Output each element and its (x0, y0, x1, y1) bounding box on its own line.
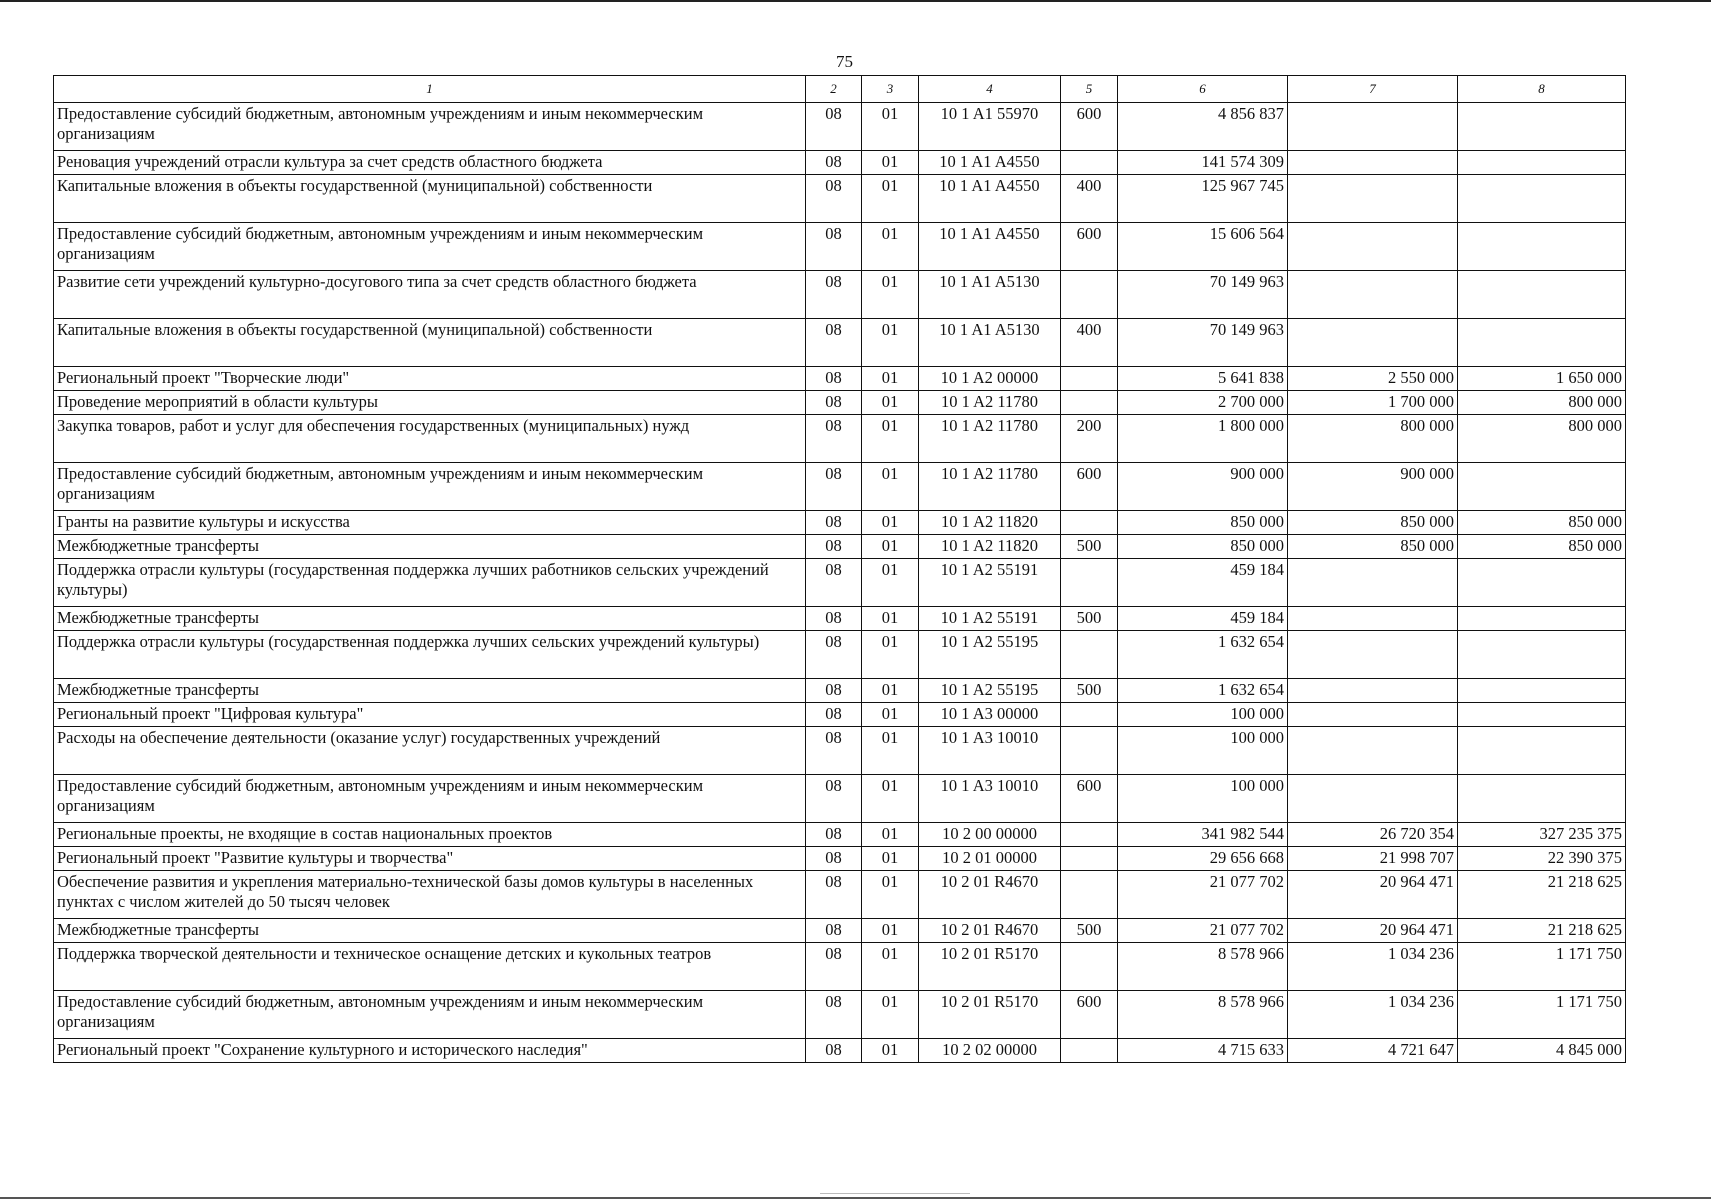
target-article-cell: 10 1 A1 A4550 (919, 175, 1061, 223)
table-row (54, 319, 1626, 367)
section-code-cell: 08 (806, 223, 862, 271)
expense-type-cell (1061, 943, 1118, 991)
amount-col7-cell: 850 000 (1288, 511, 1458, 535)
amount-col8-cell: 800 000 (1458, 415, 1626, 463)
expense-type-cell (1061, 871, 1118, 919)
amount-col7-cell (1288, 559, 1458, 607)
amount-col7-cell (1288, 607, 1458, 631)
subsection-code-cell: 01 (862, 727, 919, 775)
amount-col7-cell: 26 720 354 (1288, 823, 1458, 847)
section-code-cell: 08 (806, 559, 862, 607)
amount-col6-cell: 1 632 654 (1118, 679, 1288, 703)
target-article-cell: 10 1 A2 11780 (919, 463, 1061, 511)
target-article-cell: 10 1 A2 55195 (919, 679, 1061, 703)
page-number: 75 (836, 52, 853, 71)
scan-artifact (820, 1193, 970, 1194)
table-row (54, 871, 1626, 919)
subsection-code-cell: 01 (862, 919, 919, 943)
section-code-cell: 08 (806, 535, 862, 559)
amount-col6-cell: 15 606 564 (1118, 223, 1288, 271)
amount-col6-cell: 141 574 309 (1118, 151, 1288, 175)
row-name-cell: Закупка товаров, работ и услуг для обеспечения государственных (муниципальных) нужд (54, 415, 806, 463)
expense-type-cell (1061, 727, 1118, 775)
subsection-code-cell: 01 (862, 991, 919, 1039)
amount-col7-cell: 21 998 707 (1288, 847, 1458, 871)
amount-col6-cell: 900 000 (1118, 463, 1288, 511)
expense-type-cell: 600 (1061, 775, 1118, 823)
expense-type-cell: 500 (1061, 679, 1118, 703)
section-code-cell: 08 (806, 175, 862, 223)
amount-col8-cell (1458, 631, 1626, 679)
section-code-cell: 08 (806, 775, 862, 823)
subsection-code-cell: 01 (862, 559, 919, 607)
table-header-row (54, 76, 1626, 103)
amount-col7-cell (1288, 319, 1458, 367)
table-row (54, 391, 1626, 415)
row-name-cell: Поддержка отрасли культуры (государственная поддержка лучших работников сельских учреждений культуры) (54, 559, 806, 607)
subsection-code-cell: 01 (862, 1039, 919, 1063)
row-name-cell: Региональные проекты, не входящие в состав национальных проектов (54, 823, 806, 847)
target-article-cell: 10 1 A1 55970 (919, 103, 1061, 151)
section-code-cell: 08 (806, 319, 862, 367)
amount-col6-cell: 29 656 668 (1118, 847, 1288, 871)
amount-col6-cell: 100 000 (1118, 775, 1288, 823)
target-article-cell: 10 2 01 R4670 (919, 871, 1061, 919)
amount-col7-cell: 1 700 000 (1288, 391, 1458, 415)
target-article-cell: 10 1 A2 11780 (919, 391, 1061, 415)
amount-col8-cell: 800 000 (1458, 391, 1626, 415)
subsection-code-cell: 01 (862, 703, 919, 727)
amount-col6-cell: 70 149 963 (1118, 319, 1288, 367)
expense-type-cell (1061, 631, 1118, 679)
target-article-cell: 10 1 A3 00000 (919, 703, 1061, 727)
target-article-cell: 10 2 01 00000 (919, 847, 1061, 871)
table-row (54, 991, 1626, 1039)
subsection-code-cell: 01 (862, 607, 919, 631)
amount-col8-cell (1458, 223, 1626, 271)
amount-col8-cell (1458, 151, 1626, 175)
amount-col6-cell: 125 967 745 (1118, 175, 1288, 223)
amount-col6-cell: 341 982 544 (1118, 823, 1288, 847)
row-name-cell: Межбюджетные трансферты (54, 607, 806, 631)
amount-col8-cell (1458, 103, 1626, 151)
table-row (54, 367, 1626, 391)
amount-col7-cell (1288, 775, 1458, 823)
target-article-cell: 10 2 01 R4670 (919, 919, 1061, 943)
target-article-cell: 10 1 A1 A4550 (919, 223, 1061, 271)
target-article-cell: 10 1 A1 A4550 (919, 151, 1061, 175)
amount-col7-cell (1288, 271, 1458, 319)
amount-col8-cell: 21 218 625 (1458, 871, 1626, 919)
row-name-cell: Обеспечение развития и укрепления материально-технической базы домов культуры в населенных пунктах с числом жителей до 50 тысяч человек (54, 871, 806, 919)
amount-col7-cell (1288, 631, 1458, 679)
amount-col8-cell (1458, 175, 1626, 223)
row-name-cell: Поддержка творческой деятельности и техническое оснащение детских и кукольных театров (54, 943, 806, 991)
expense-type-cell: 600 (1061, 103, 1118, 151)
scan-bottom-edge (0, 1197, 1711, 1199)
section-code-cell: 08 (806, 103, 862, 151)
amount-col6-cell: 1 800 000 (1118, 415, 1288, 463)
table-row (54, 823, 1626, 847)
subsection-code-cell: 01 (862, 511, 919, 535)
table-row (54, 631, 1626, 679)
subsection-code-cell: 01 (862, 367, 919, 391)
section-code-cell: 08 (806, 415, 862, 463)
amount-col7-cell (1288, 151, 1458, 175)
row-name-cell: Предоставление субсидий бюджетным, автономным учреждениям и иным некоммерческим организациям (54, 463, 806, 511)
target-article-cell: 10 1 A2 11820 (919, 535, 1061, 559)
column-header: 8 (1458, 76, 1626, 103)
expense-type-cell: 400 (1061, 175, 1118, 223)
section-code-cell: 08 (806, 871, 862, 919)
section-code-cell: 08 (806, 463, 862, 511)
scan-top-edge (0, 0, 1711, 2)
table-row (54, 151, 1626, 175)
table-row (54, 559, 1626, 607)
amount-col6-cell: 70 149 963 (1118, 271, 1288, 319)
column-header: 6 (1118, 76, 1288, 103)
subsection-code-cell: 01 (862, 151, 919, 175)
section-code-cell: 08 (806, 391, 862, 415)
expense-type-cell: 500 (1061, 607, 1118, 631)
target-article-cell: 10 1 A3 10010 (919, 727, 1061, 775)
subsection-code-cell: 01 (862, 679, 919, 703)
section-code-cell: 08 (806, 1039, 862, 1063)
row-name-cell: Межбюджетные трансферты (54, 919, 806, 943)
target-article-cell: 10 1 A2 55191 (919, 607, 1061, 631)
amount-col8-cell: 22 390 375 (1458, 847, 1626, 871)
row-name-cell: Развитие сети учреждений культурно-досугового типа за счет средств областного бюджета (54, 271, 806, 319)
amount-col8-cell: 327 235 375 (1458, 823, 1626, 847)
row-name-cell: Межбюджетные трансферты (54, 535, 806, 559)
target-article-cell: 10 1 A1 A5130 (919, 271, 1061, 319)
expense-type-cell: 200 (1061, 415, 1118, 463)
expense-type-cell: 500 (1061, 535, 1118, 559)
target-article-cell: 10 1 A2 11820 (919, 511, 1061, 535)
amount-col7-cell: 1 034 236 (1288, 943, 1458, 991)
table-row (54, 943, 1626, 991)
section-code-cell: 08 (806, 271, 862, 319)
table-row (54, 847, 1626, 871)
target-article-cell: 10 2 01 R5170 (919, 943, 1061, 991)
amount-col6-cell: 459 184 (1118, 607, 1288, 631)
amount-col6-cell: 850 000 (1118, 535, 1288, 559)
table-row (54, 535, 1626, 559)
column-header: 7 (1288, 76, 1458, 103)
expense-type-cell (1061, 847, 1118, 871)
subsection-code-cell: 01 (862, 847, 919, 871)
expense-type-cell (1061, 823, 1118, 847)
amount-col8-cell: 850 000 (1458, 511, 1626, 535)
table-row (54, 415, 1626, 463)
expense-type-cell: 500 (1061, 919, 1118, 943)
section-code-cell: 08 (806, 679, 862, 703)
amount-col6-cell: 459 184 (1118, 559, 1288, 607)
amount-col8-cell: 21 218 625 (1458, 919, 1626, 943)
amount-col6-cell: 4 856 837 (1118, 103, 1288, 151)
column-header: 5 (1061, 76, 1118, 103)
amount-col6-cell: 8 578 966 (1118, 943, 1288, 991)
expense-type-cell: 600 (1061, 463, 1118, 511)
row-name-cell: Региональный проект "Цифровая культура" (54, 703, 806, 727)
expense-type-cell (1061, 151, 1118, 175)
expense-type-cell (1061, 511, 1118, 535)
row-name-cell: Региональный проект "Развитие культуры и творчества" (54, 847, 806, 871)
subsection-code-cell: 01 (862, 871, 919, 919)
amount-col8-cell (1458, 271, 1626, 319)
subsection-code-cell: 01 (862, 391, 919, 415)
amount-col8-cell (1458, 319, 1626, 367)
amount-col7-cell (1288, 223, 1458, 271)
expense-type-cell (1061, 367, 1118, 391)
amount-col7-cell: 4 721 647 (1288, 1039, 1458, 1063)
amount-col8-cell (1458, 775, 1626, 823)
expense-type-cell: 600 (1061, 991, 1118, 1039)
section-code-cell: 08 (806, 727, 862, 775)
expense-type-cell (1061, 559, 1118, 607)
table-row (54, 271, 1626, 319)
table-row (54, 607, 1626, 631)
row-name-cell: Поддержка отрасли культуры (государственная поддержка лучших сельских учреждений культуры) (54, 631, 806, 679)
section-code-cell: 08 (806, 367, 862, 391)
subsection-code-cell: 01 (862, 415, 919, 463)
expense-type-cell (1061, 391, 1118, 415)
expense-type-cell: 600 (1061, 223, 1118, 271)
amount-col6-cell: 4 715 633 (1118, 1039, 1288, 1063)
subsection-code-cell: 01 (862, 175, 919, 223)
amount-col7-cell (1288, 703, 1458, 727)
section-code-cell: 08 (806, 607, 862, 631)
amount-col7-cell (1288, 679, 1458, 703)
expense-type-cell (1061, 703, 1118, 727)
section-code-cell: 08 (806, 943, 862, 991)
subsection-code-cell: 01 (862, 271, 919, 319)
section-code-cell: 08 (806, 991, 862, 1039)
target-article-cell: 10 1 A1 A5130 (919, 319, 1061, 367)
expense-type-cell: 400 (1061, 319, 1118, 367)
target-article-cell: 10 1 A3 10010 (919, 775, 1061, 823)
target-article-cell: 10 1 A2 00000 (919, 367, 1061, 391)
table-row (54, 1039, 1626, 1063)
row-name-cell: Капитальные вложения в объекты государственной (муниципальной) собственности (54, 319, 806, 367)
amount-col7-cell: 2 550 000 (1288, 367, 1458, 391)
amount-col6-cell: 8 578 966 (1118, 991, 1288, 1039)
amount-col6-cell: 21 077 702 (1118, 871, 1288, 919)
amount-col6-cell: 2 700 000 (1118, 391, 1288, 415)
target-article-cell: 10 2 02 00000 (919, 1039, 1061, 1063)
target-article-cell: 10 2 01 R5170 (919, 991, 1061, 1039)
table-row (54, 679, 1626, 703)
table-row (54, 727, 1626, 775)
amount-col7-cell: 800 000 (1288, 415, 1458, 463)
subsection-code-cell: 01 (862, 103, 919, 151)
amount-col8-cell (1458, 559, 1626, 607)
column-header: 2 (806, 76, 862, 103)
table-row (54, 919, 1626, 943)
amount-col6-cell: 850 000 (1118, 511, 1288, 535)
amount-col7-cell: 850 000 (1288, 535, 1458, 559)
amount-col8-cell: 4 845 000 (1458, 1039, 1626, 1063)
row-name-cell: Региональный проект "Сохранение культурного и исторического наследия" (54, 1039, 806, 1063)
amount-col6-cell: 21 077 702 (1118, 919, 1288, 943)
amount-col6-cell: 100 000 (1118, 703, 1288, 727)
budget-table (53, 75, 1626, 1063)
target-article-cell: 10 1 A2 55191 (919, 559, 1061, 607)
amount-col6-cell: 1 632 654 (1118, 631, 1288, 679)
row-name-cell: Гранты на развитие культуры и искусства (54, 511, 806, 535)
amount-col7-cell (1288, 103, 1458, 151)
amount-col7-cell: 1 034 236 (1288, 991, 1458, 1039)
expense-type-cell (1061, 1039, 1118, 1063)
amount-col8-cell (1458, 703, 1626, 727)
subsection-code-cell: 01 (862, 775, 919, 823)
target-article-cell: 10 1 A2 55195 (919, 631, 1061, 679)
subsection-code-cell: 01 (862, 631, 919, 679)
amount-col7-cell (1288, 175, 1458, 223)
amount-col8-cell: 1 171 750 (1458, 991, 1626, 1039)
amount-col7-cell: 20 964 471 (1288, 871, 1458, 919)
target-article-cell: 10 2 00 00000 (919, 823, 1061, 847)
target-article-cell: 10 1 A2 11780 (919, 415, 1061, 463)
column-header: 3 (862, 76, 919, 103)
row-name-cell: Реновация учреждений отрасли культура за счет средств областного бюджета (54, 151, 806, 175)
subsection-code-cell: 01 (862, 463, 919, 511)
row-name-cell: Расходы на обеспечение деятельности (оказание услуг) государственных учреждений (54, 727, 806, 775)
row-name-cell: Предоставление субсидий бюджетным, автономным учреждениям и иным некоммерческим организациям (54, 991, 806, 1039)
row-name-cell: Предоставление субсидий бюджетным, автономным учреждениям и иным некоммерческим организациям (54, 223, 806, 271)
subsection-code-cell: 01 (862, 223, 919, 271)
table-row (54, 175, 1626, 223)
subsection-code-cell: 01 (862, 535, 919, 559)
section-code-cell: 08 (806, 847, 862, 871)
section-code-cell: 08 (806, 919, 862, 943)
amount-col6-cell: 100 000 (1118, 727, 1288, 775)
section-code-cell: 08 (806, 511, 862, 535)
expense-type-cell (1061, 271, 1118, 319)
row-name-cell: Капитальные вложения в объекты государственной (муниципальной) собственности (54, 175, 806, 223)
row-name-cell: Проведение мероприятий в области культуры (54, 391, 806, 415)
row-name-cell: Региональный проект "Творческие люди" (54, 367, 806, 391)
subsection-code-cell: 01 (862, 823, 919, 847)
row-name-cell: Предоставление субсидий бюджетным, автономным учреждениям и иным некоммерческим организациям (54, 775, 806, 823)
section-code-cell: 08 (806, 823, 862, 847)
table-row (54, 703, 1626, 727)
amount-col8-cell (1458, 727, 1626, 775)
subsection-code-cell: 01 (862, 319, 919, 367)
row-name-cell: Межбюджетные трансферты (54, 679, 806, 703)
amount-col7-cell: 20 964 471 (1288, 919, 1458, 943)
column-header: 1 (54, 76, 806, 103)
subsection-code-cell: 01 (862, 943, 919, 991)
table-row (54, 511, 1626, 535)
table-row (54, 463, 1626, 511)
amount-col8-cell (1458, 607, 1626, 631)
row-name-cell: Предоставление субсидий бюджетным, автономным учреждениям и иным некоммерческим организациям (54, 103, 806, 151)
section-code-cell: 08 (806, 151, 862, 175)
table-row (54, 775, 1626, 823)
amount-col7-cell: 900 000 (1288, 463, 1458, 511)
amount-col8-cell (1458, 679, 1626, 703)
table-row (54, 223, 1626, 271)
amount-col8-cell: 1 171 750 (1458, 943, 1626, 991)
amount-col7-cell (1288, 727, 1458, 775)
amount-col8-cell (1458, 463, 1626, 511)
amount-col8-cell: 850 000 (1458, 535, 1626, 559)
section-code-cell: 08 (806, 631, 862, 679)
column-header: 4 (919, 76, 1061, 103)
table-row (54, 103, 1626, 151)
amount-col6-cell: 5 641 838 (1118, 367, 1288, 391)
section-code-cell: 08 (806, 703, 862, 727)
amount-col8-cell: 1 650 000 (1458, 367, 1626, 391)
